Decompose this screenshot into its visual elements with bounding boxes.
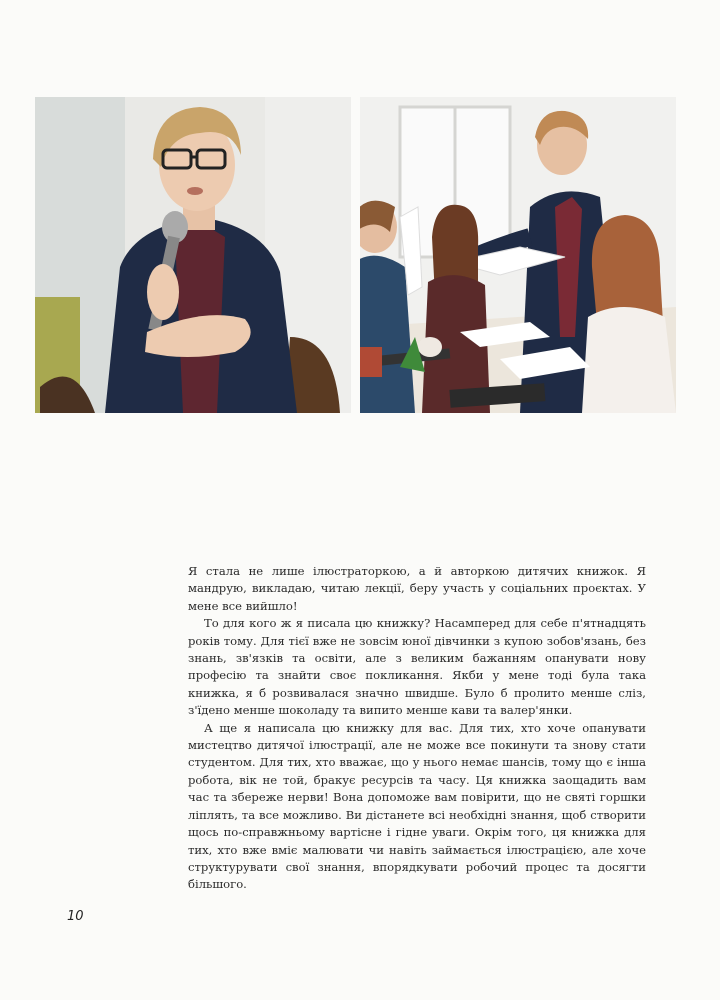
page-number: 10 xyxy=(67,909,84,924)
speaker-photo xyxy=(35,97,351,413)
paragraph-1: Я стала не лише ілюстраторкою, а й авторкою дитячих книжок. Я мандрую, викладаю, читаю лекції, беру участь у соціальних проєктах. У мене все вийшло! xyxy=(188,564,646,613)
paragraph-2: То для кого ж я писала цю книжку? Насамперед для себе п'ятнадцять років тому. Для тієї вже не зовсім юної дівчинки з купою зобов'язань, без знань, зв'язків та освіти, але з великим бажанням опанувати нову професію та знайти своє покликання. Якби у мене тоді була така книжка, я б розвивалася значно швидше. Було б пролито менше сліз, з'їдено менше шоколаду та випито менше кави та валер'янки. xyxy=(188,616,646,718)
paragraph-3: А ще я написала цю книжку для вас. Для тих, хто хоче опанувати мистецтво дитячої ілюстрації, але не може все покинути та знову стати студентом. Для тих, хто вважає, що у нього немає шансів, тому що є інша робота, вік не той, бракує ресурсів та часу. Ця книжка заощадить вам час та збереже нерви! Вона допоможе вам повірити, що не святі горшки ліплять, та все можливо. Ви дістанете всі необхідні знання, щоб створити щось по-справжньому вартісне і гідне уваги. Окрім того, ця книжка для тих, хто вже вміє малювати чи навіть займається ілюстрацією, але хоче структурувати свої знання, впорядкувати робочий процес та досягти більшого. xyxy=(188,720,646,892)
workshop-photo xyxy=(360,97,676,413)
body-text xyxy=(188,563,646,894)
